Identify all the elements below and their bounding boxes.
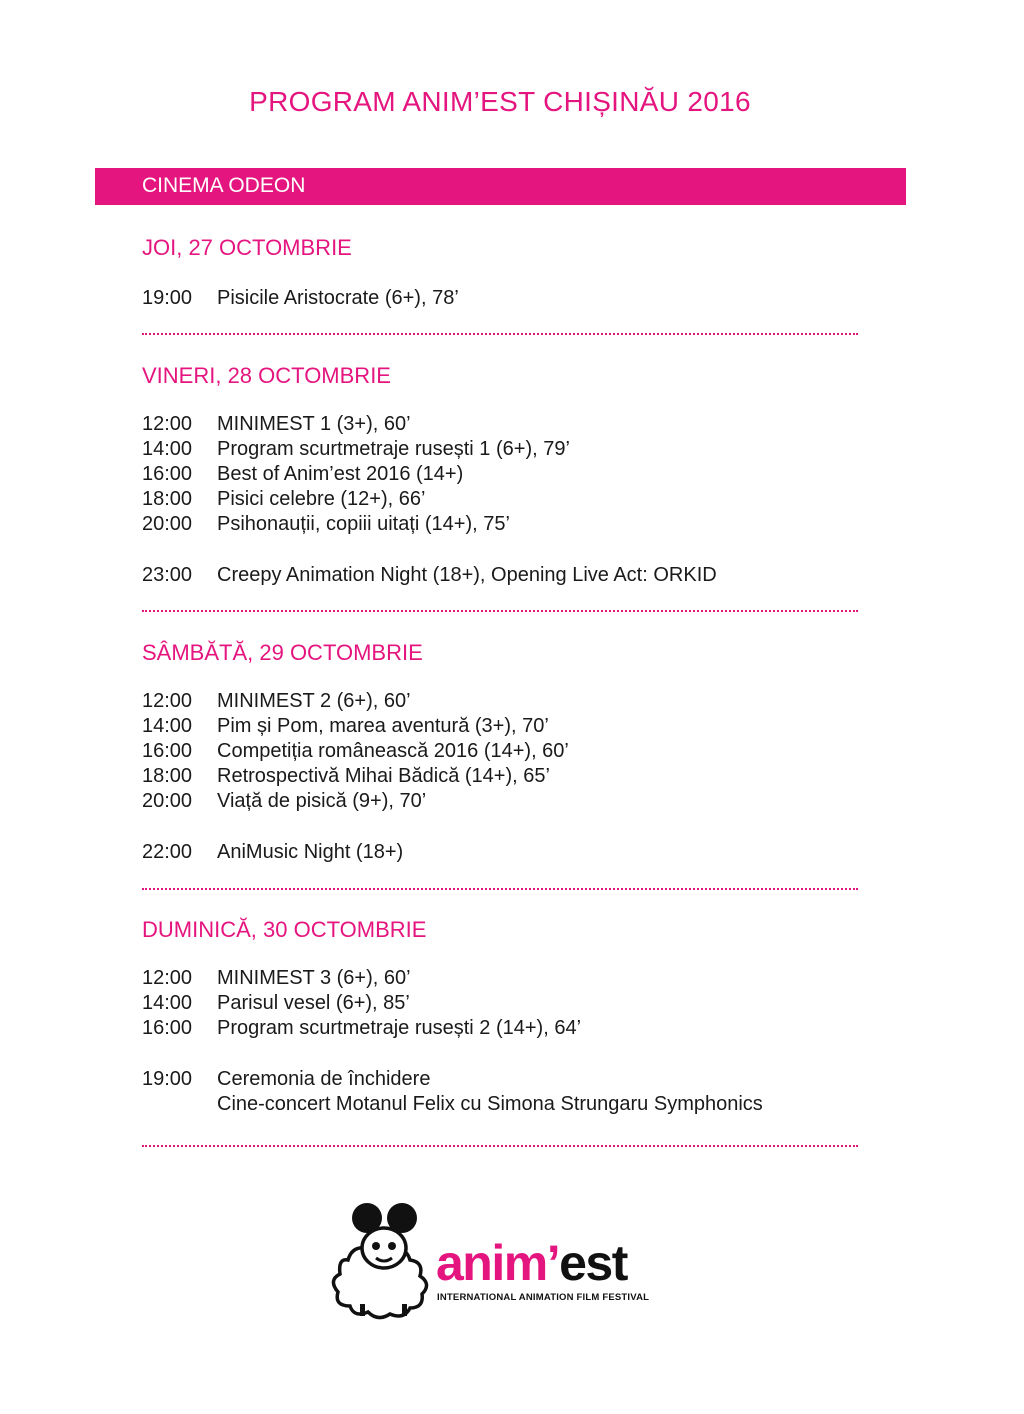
screening-time: 12:00 <box>142 413 193 435</box>
screening-description: MINIMEST 2 (6+), 60’ <box>217 690 411 712</box>
screening-description-line2: Cine-concert Motanul Felix cu Simona Strungaru Symphonics <box>217 1093 763 1115</box>
screening-description: Program scurtmetraje rusești 1 (6+), 79’ <box>217 438 570 460</box>
screening-row <box>142 1067 763 1117</box>
screening-row <box>142 764 550 789</box>
day-title-joi: JOI, 27 OCTOMBRIE <box>142 235 352 260</box>
venue-header-bar <box>95 168 906 205</box>
logo-wordmark <box>436 1234 627 1292</box>
screening-description: Pisici celebre (12+), 66’ <box>217 488 426 510</box>
screening-description: Pisicile Aristocrate (6+), 78’ <box>217 287 459 309</box>
page-title: PROGRAM ANIM’EST CHIȘINĂU 2016 <box>249 86 751 117</box>
screening-time: 16:00 <box>142 463 193 485</box>
screening-row <box>142 789 426 814</box>
screening-time: 16:00 <box>142 1017 193 1039</box>
screening-description: MINIMEST 1 (3+), 60’ <box>217 413 411 435</box>
dotted-divider <box>142 333 858 335</box>
screening-row <box>142 966 411 991</box>
screening-description: Creepy Animation Night (18+), Opening Live Act: ORKID <box>217 564 717 586</box>
screening-description: Best of Anim’est 2016 (14+) <box>217 463 464 485</box>
dotted-divider <box>142 610 858 612</box>
screening-description: Parisul vesel (6+), 85’ <box>217 992 410 1014</box>
screening-time: 18:00 <box>142 765 193 787</box>
screening-description-line1: Ceremonia de închidere <box>217 1068 431 1090</box>
logo-subtitle: INTERNATIONAL ANIMATION FILM FESTIVAL <box>437 1292 650 1303</box>
screening-row <box>142 714 549 739</box>
day-title-vineri: VINERI, 28 OCTOMBRIE <box>142 363 391 388</box>
screening-row <box>142 462 463 487</box>
screening-time: 18:00 <box>142 488 193 510</box>
screening-row <box>142 563 717 588</box>
screening-row <box>142 512 510 537</box>
screening-time: 20:00 <box>142 790 193 812</box>
screening-row <box>142 739 569 764</box>
screening-row <box>142 689 411 714</box>
screening-row <box>142 1016 581 1041</box>
screening-time: 23:00 <box>142 564 193 586</box>
screening-time: 22:00 <box>142 841 193 863</box>
dotted-divider <box>142 1145 858 1147</box>
screening-description: MINIMEST 3 (6+), 60’ <box>217 967 411 989</box>
screening-description: Retrospectivă Mihai Bădică (14+), 65’ <box>217 765 550 787</box>
day-title-duminica: DUMINICĂ, 30 OCTOMBRIE <box>142 917 427 942</box>
screening-time: 12:00 <box>142 967 193 989</box>
screening-time: 14:00 <box>142 715 193 737</box>
screening-row <box>142 991 410 1016</box>
logo-word-est: est <box>559 1235 627 1291</box>
screening-time: 14:00 <box>142 438 193 460</box>
screening-description: Pim și Pom, marea aventură (3+), 70’ <box>217 715 549 737</box>
screening-time: 16:00 <box>142 740 193 762</box>
screening-description: Program scurtmetraje rusești 2 (14+), 64’ <box>217 1017 582 1039</box>
screening-time: 12:00 <box>142 690 193 712</box>
venue-name: CINEMA ODEON <box>142 174 306 197</box>
screening-time: 14:00 <box>142 992 193 1014</box>
screening-description: Viață de pisică (9+), 70’ <box>217 790 427 812</box>
day-title-sambata: SÂMBĂTĂ, 29 OCTOMBRIE <box>142 640 423 665</box>
screening-time: 19:00 <box>142 287 193 309</box>
screening-row <box>142 840 403 865</box>
logo-word-anim: anim’ <box>436 1235 560 1291</box>
screening-time: 20:00 <box>142 513 193 535</box>
screening-row <box>142 437 570 462</box>
screening-row <box>142 286 459 311</box>
screening-row <box>142 412 411 437</box>
screening-time: 19:00 <box>142 1068 193 1090</box>
screening-description: AniMusic Night (18+) <box>217 841 404 863</box>
screening-row <box>142 487 425 512</box>
screening-description: Competiția românească 2016 (14+), 60’ <box>217 740 569 762</box>
screening-description <box>217 1067 763 1117</box>
screening-description: Psihonauții, copiii uitați (14+), 75’ <box>217 513 510 535</box>
dotted-divider <box>142 888 858 890</box>
